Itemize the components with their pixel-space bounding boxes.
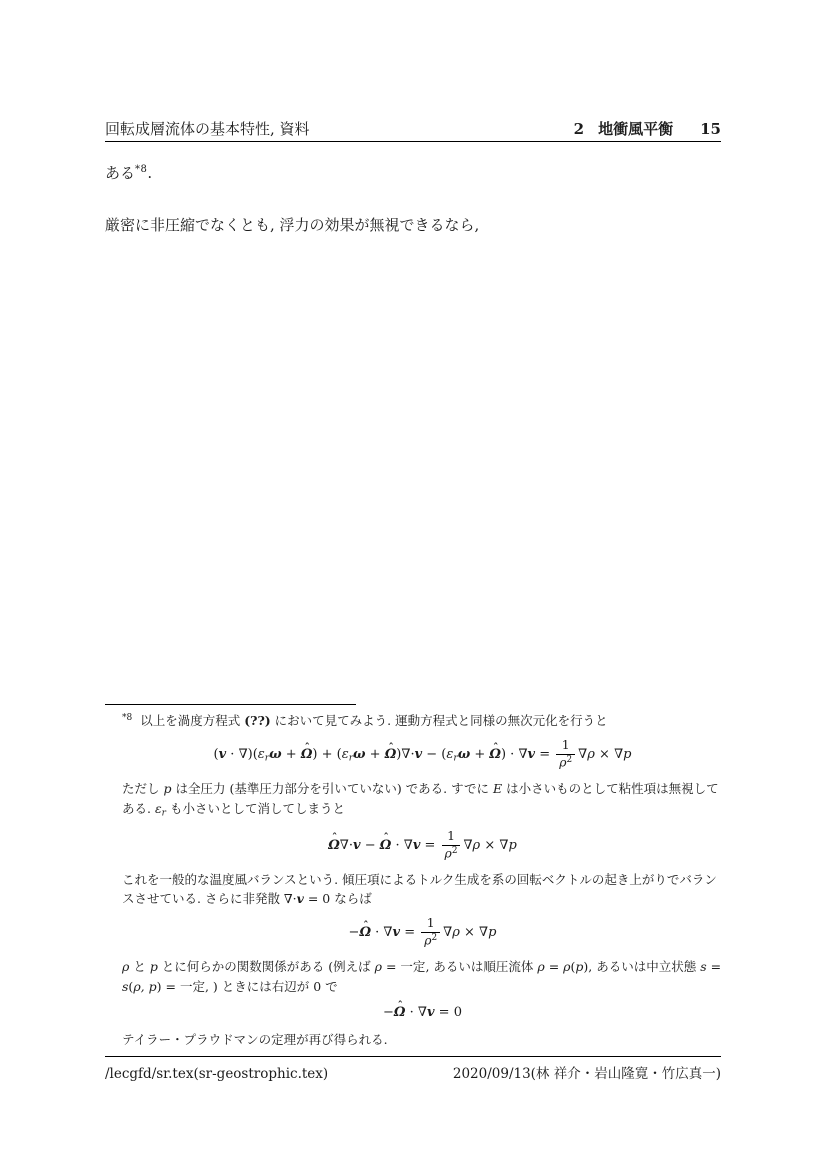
footnote-equation	[122, 1005, 723, 1021]
section-number: 2	[573, 120, 585, 138]
text-token: =	[535, 747, 555, 763]
text-token: =	[420, 837, 440, 853]
body-paragraph-1	[105, 162, 152, 185]
text-token: = 0	[434, 1005, 462, 1020]
text-token: )	[583, 959, 589, 975]
text-token: ) + (	[312, 747, 342, 763]
text-token: (	[128, 978, 134, 994]
text-token: p	[508, 837, 517, 853]
text-token: −	[360, 837, 380, 853]
fraction-denominator	[421, 933, 440, 948]
section-title: 地衝風平衡	[598, 120, 674, 138]
text-token: v	[412, 837, 421, 853]
footnote-section	[122, 711, 723, 1049]
fraction	[556, 739, 575, 770]
text-token: , あるいは中立状態	[588, 959, 701, 975]
source-file-path: /lecgfd/sr.tex(sr-geostrophic.tex)	[105, 1066, 329, 1082]
page-number: 15	[700, 120, 721, 138]
text-token: Ω ˆ	[359, 925, 371, 941]
text-token: ρ	[122, 959, 130, 975]
text-token: テイラー・プラウドマンの定理が再び得られる.	[122, 1031, 388, 1047]
text-token: − (	[422, 747, 447, 763]
text-token: =	[400, 925, 420, 941]
text-token: v	[296, 891, 304, 907]
text-token: ∇	[578, 747, 588, 763]
text-token: Ω ˆ	[328, 838, 340, 854]
text-token: ρ	[424, 933, 432, 948]
footnote-paragraph	[122, 779, 723, 821]
text-token: v	[353, 837, 361, 853]
text-token: r	[348, 752, 354, 764]
text-token: · ∇)(	[226, 747, 258, 763]
text-token: =	[544, 959, 564, 975]
text-token: ∇·	[283, 891, 297, 907]
text-token: は全圧力 (基準圧力部分を引いていない) である. すでに	[171, 781, 493, 797]
text-token: , あるいは順圧流体	[425, 959, 538, 975]
text-token: +	[470, 747, 490, 763]
text-token: ρ	[374, 959, 382, 975]
fraction-numerator	[442, 830, 461, 846]
text-token: *8	[122, 713, 133, 724]
text-token: × ∇	[594, 747, 624, 763]
text-token: s	[700, 959, 707, 975]
text-token: v	[414, 747, 423, 763]
text-token: (??)	[244, 713, 271, 728]
text-token: −	[348, 925, 360, 941]
text-token: p	[163, 781, 172, 797]
text-token: )	[156, 978, 162, 994]
text-token: +	[281, 747, 301, 763]
text-token: ρ	[472, 837, 481, 853]
text-token: Ω ˆ	[489, 747, 501, 763]
header-rule	[105, 141, 721, 142]
text-token: ρ	[452, 925, 460, 941]
fraction-denominator	[442, 846, 461, 861]
text-token: ∇	[463, 837, 473, 853]
text-token: × ∇	[480, 837, 509, 853]
body-text: ある	[105, 164, 136, 182]
text-token: 1	[426, 916, 435, 931]
footnote-rule	[105, 704, 356, 705]
fraction-numerator	[421, 917, 440, 933]
text-token: も小さいとして消してしまうと	[165, 800, 345, 816]
text-token: ε	[341, 747, 349, 763]
text-token: v	[426, 1005, 435, 1020]
text-token: × ∇	[459, 925, 489, 941]
text-token: ω	[353, 747, 366, 763]
text-token: ε	[154, 800, 162, 816]
text-token: · ∇	[391, 837, 413, 853]
fraction-numerator	[556, 739, 575, 755]
text-token: ρ	[537, 959, 545, 975]
text-token: Ω ˆ	[385, 747, 397, 763]
footnote-equation	[122, 739, 723, 770]
text-token: (	[570, 959, 576, 975]
text-token: と	[129, 959, 150, 975]
footnote-reference-mark: *8	[135, 164, 148, 175]
text-token: ならば	[334, 891, 372, 907]
footnote-paragraph	[122, 870, 723, 909]
footer-rule	[105, 1056, 721, 1057]
footnote-equation	[122, 830, 723, 861]
text-token: =	[161, 978, 180, 994]
text-token: )∇·	[396, 747, 415, 763]
text-token: とに何らかの関数関係がある (例えば	[157, 959, 375, 975]
text-token: ただし	[122, 781, 164, 797]
page-footer	[105, 1062, 721, 1082]
running-title: 回転成層流体の基本特性, 資料	[105, 120, 310, 138]
text-token: ω	[457, 747, 471, 763]
text-token: は小さいものとして粘性項は無視してある.	[122, 781, 719, 816]
text-token: 2	[451, 845, 458, 856]
text-token: p	[488, 925, 497, 941]
text-token: +	[365, 747, 385, 763]
text-token: Ω ˆ	[301, 747, 313, 763]
text-token: p	[575, 959, 584, 975]
text-token: v	[527, 747, 536, 763]
text-token: 一定	[179, 978, 205, 994]
text-token: v	[392, 925, 401, 941]
fraction-denominator	[556, 755, 575, 770]
text-token: , ) ときには右辺が 0 で	[204, 978, 338, 994]
text-token: ρ	[559, 755, 567, 770]
footnote-paragraph	[122, 957, 723, 996]
fraction	[421, 917, 440, 948]
text-token: ) · ∇	[500, 747, 528, 763]
text-token: ε	[446, 747, 454, 763]
text-token: ∇	[443, 925, 453, 941]
text-token: =	[382, 959, 401, 975]
text-token: = 0	[303, 891, 335, 907]
text-token: r	[264, 752, 270, 764]
text-token: において見てみよう. 運動方程式と同様の無次元化を行うと	[270, 713, 608, 728]
text-token: 以上を渦度方程式	[140, 713, 245, 728]
text-token: −	[383, 1005, 394, 1020]
text-token: p	[149, 959, 158, 975]
text-token: p	[623, 747, 632, 763]
text-token: r	[453, 752, 458, 764]
text-token: · ∇	[371, 925, 393, 941]
text-token: これを一般的な温度風バランスという. 傾圧項によるトルク生成を系の回転ベクトルの起き上がりでバランスさせている. さらに非発散	[122, 871, 717, 907]
text-token: 2	[566, 754, 573, 765]
text-token: =	[706, 959, 722, 975]
text-token: (	[213, 747, 219, 763]
text-token: 一定	[400, 959, 426, 975]
text-token: ρ	[444, 846, 452, 861]
footnote-paragraph	[122, 1030, 723, 1049]
text-token: ρ, p	[133, 978, 157, 994]
text-token: · ∇	[405, 1005, 427, 1020]
body-paragraph-2: 厳密に非圧縮でなくとも, 浮力の効果が無視できるなら,	[105, 216, 480, 234]
text-token: s	[122, 978, 129, 994]
text-token: ω	[269, 747, 282, 763]
text-token: E	[492, 781, 503, 797]
text-token: 1	[561, 738, 570, 753]
section-heading	[574, 120, 721, 138]
text-token: Ω ˆ	[394, 1005, 406, 1021]
text-token: r	[161, 808, 166, 819]
text-token: Ω ˆ	[380, 838, 392, 854]
text-token: ε	[257, 747, 265, 763]
text-token: 2	[431, 933, 438, 944]
footnote-paragraph	[122, 711, 723, 730]
footnote-equation	[122, 917, 723, 948]
text-token: ∇·	[339, 837, 354, 853]
text-token: v	[218, 747, 227, 763]
text-token: 1	[447, 828, 455, 843]
date-and-authors: 2020/09/13(林 祥介・岩山隆寛・竹広真一)	[452, 1066, 721, 1082]
page-header	[105, 120, 721, 138]
text-token: ρ	[587, 747, 595, 763]
body-text-tail: .	[147, 164, 153, 182]
text-token: ρ	[563, 959, 571, 975]
fraction	[442, 830, 461, 861]
